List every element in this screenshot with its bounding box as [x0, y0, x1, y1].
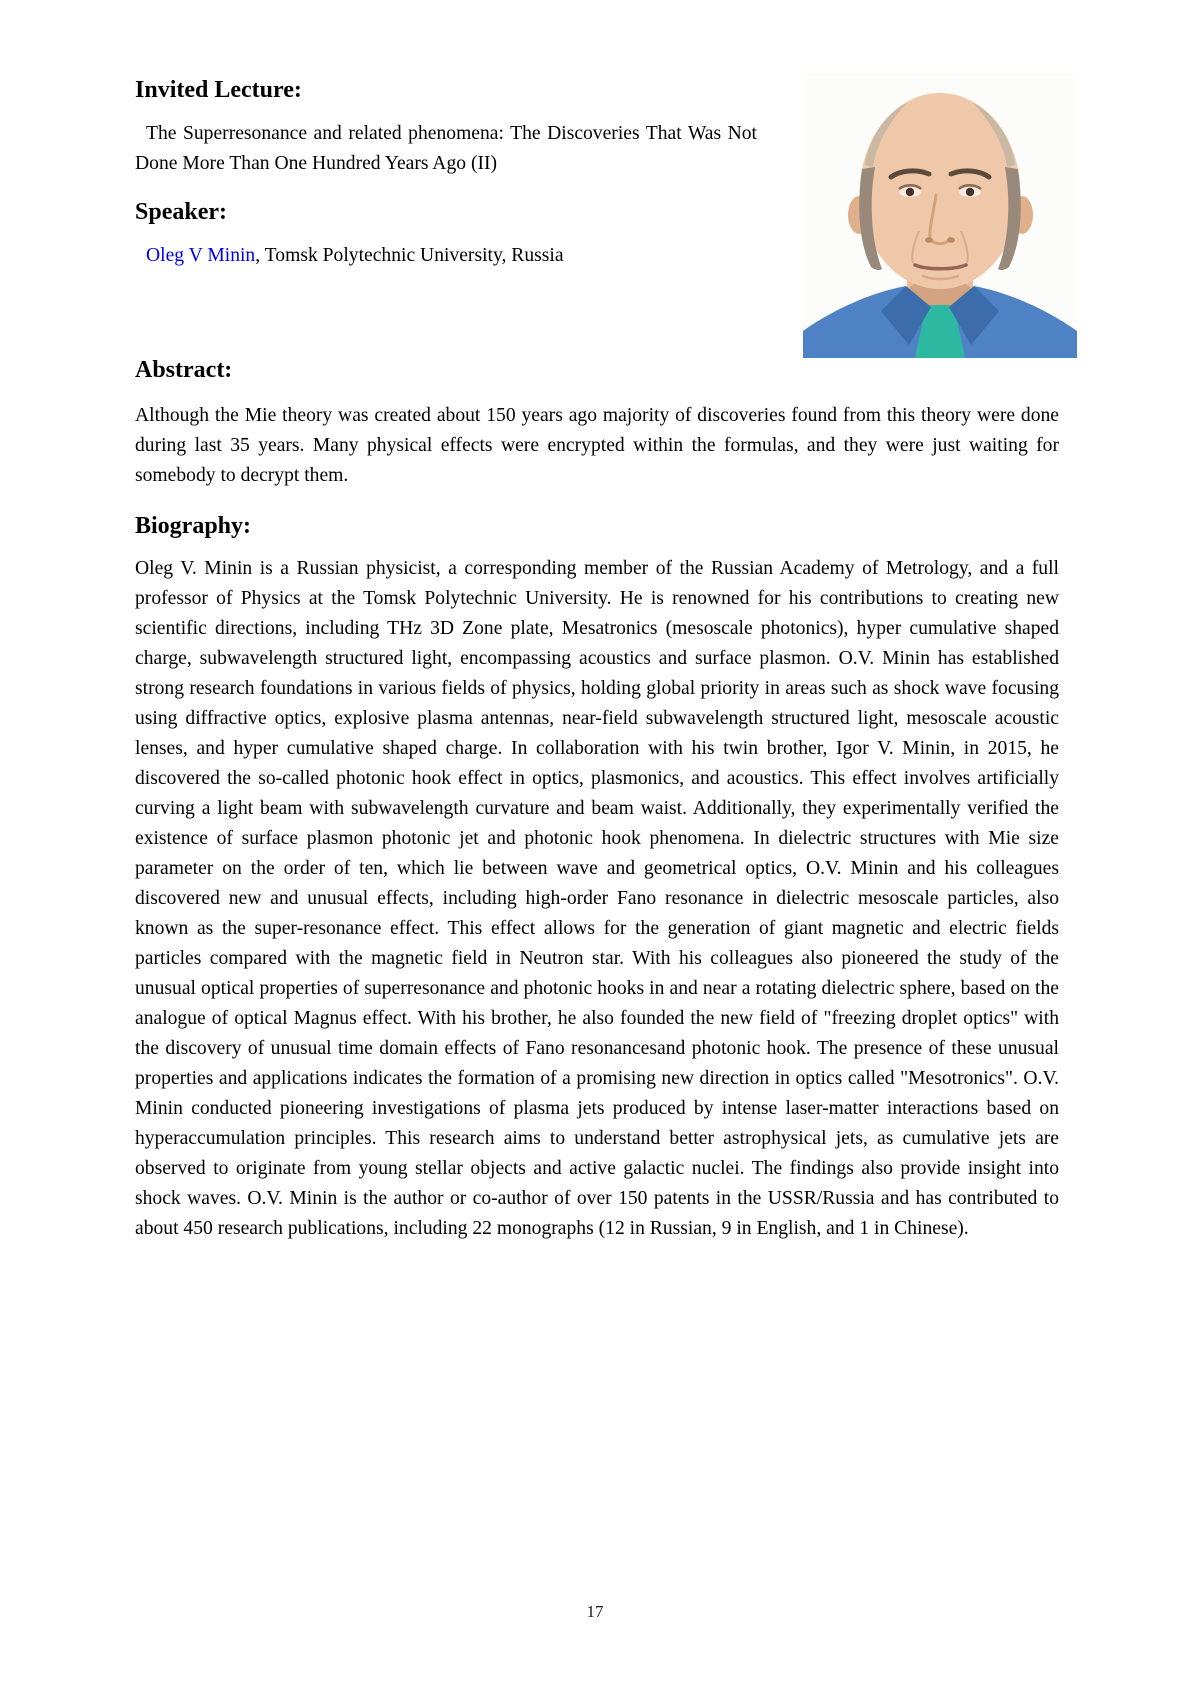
- speaker-heading: Speaker:: [135, 199, 227, 225]
- abstract-heading: Abstract:: [135, 357, 233, 383]
- speaker-line: [135, 241, 835, 271]
- lecture-title: The Superresonance and related phenomena: The Discoveries That Was Not Done More Than One Hundred Years Ago (II): [135, 123, 757, 174]
- invited-lecture-heading: Invited Lecture:: [135, 77, 302, 103]
- speaker-portrait-photo: [803, 73, 1077, 358]
- speaker-affiliation: , Tomsk Polytechnic University, Russia: [255, 245, 564, 266]
- abstract-text: Although the Mie theory was created about 150 years ago majority of discoveries found from this theory were done during last 35 years. Many physical effects were encrypted within the formulas, and they were just waiting for somebody to decrypt them.: [135, 405, 1059, 486]
- speaker-photo: [803, 73, 1077, 358]
- page-number: 17: [586, 1602, 604, 1621]
- biography-text: Oleg V. Minin is a Russian physicist, a corresponding member of the Russian Academy of Metrology, and a full professor of Physics at the Tomsk Polytechnic University. He is renowned for his contributions to creating new scientific directions, including THz 3D Zone plate, Mesatronics (mesoscale photonics), hyper cumulative shaped charge, subwavelength structured light, encompassing acoustics and surface plasmon. O.V. Minin has established strong research foundations in various fields of physics, holding global priority in areas such as shock wave focusing using diffractive optics, explosive plasma antennas, near-field subwavelength structured light, mesoscale acoustic lenses, and hyper cumulative shaped charge. In collaboration with his twin brother, Igor V. Minin, in 2015, he discovered the so-called photonic hook effect in optics, plasmonics, and acoustics. This effect involves artificially curving a light beam with subwavelength curvature and beam waist. Additionally, they experimentally verified the existence of surface plasmon photonic jet and photonic hook phenomena. In dielectric structures with Mie size parameter on the order of ten, which lie between wave and geometrical optics, O.V. Minin and his colleagues discovered new and unusual effects, including high-order Fano resonance in dielectric mesoscale particles, also known as the super-resonance effect. This effect allows for the generation of giant magnetic and electric fields particles compared with the magnetic field in Neutron star. With his colleagues also pioneered the study of the unusual optical properties of superresonance and photonic hooks in and near a rotating dielectric sphere, based on the analogue of optical Magnus effect. With his brother, he also founded the new field of "freezing droplet optics" with the discovery of unusual time domain effects of Fano resonancesand photonic hook. The presence of these unusual properties and applications indicates the formation of a promising new direction in optics called "Mesotronics". O.V. Minin conducted pioneering investigations of plasma jets produced by intense laser-matter interactions based on hyperaccumulation principles. This research aims to understand better astrophysical jets, as cumulative jets are observed to originate from young stellar objects and active galactic nuclei. The findings also provide insight into shock waves. O.V. Minin is the author or co-author of over 150 patents in the USSR/Russia and has contributed to about 450 research publications, including 22 monographs (12 in Russian, 9 in English, and 1 in Chinese).: [135, 558, 1059, 1239]
- biography-heading: Biography:: [135, 513, 252, 539]
- speaker-name-link[interactable]: Oleg V Minin: [146, 245, 256, 266]
